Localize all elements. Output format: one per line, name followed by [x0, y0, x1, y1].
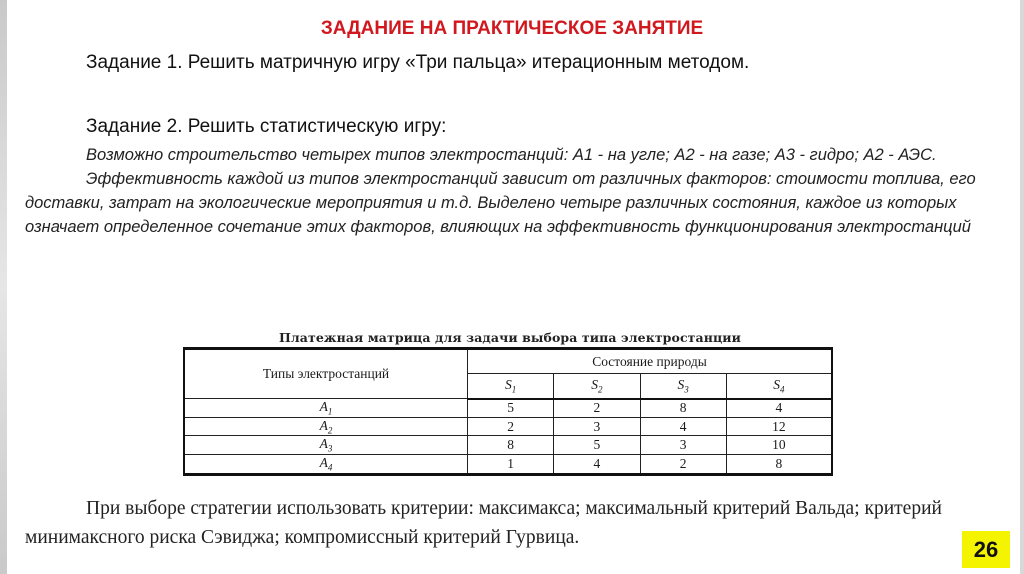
criteria-paragraph: При выборе стратегии использовать критерии: максимакса; максимальный критерий Вальда; критерий минимаксного риска Сэвиджа; компромиссный критерий Гурвица.: [25, 498, 942, 548]
strategy-label: A: [319, 455, 328, 471]
header-state-of-nature: Состояние природы: [468, 349, 833, 374]
right-decorative-bar: [1020, 0, 1024, 574]
left-decorative-bar: [0, 0, 7, 574]
page-number: 26: [973, 536, 999, 562]
value-cell: 4: [640, 417, 726, 436]
value-cell: 3: [554, 417, 640, 436]
strategy-cell: [184, 436, 468, 455]
value-cell: 1: [468, 455, 554, 475]
value-cell: 4: [726, 399, 832, 418]
state-index: 3: [684, 384, 689, 395]
value-cell: 8: [640, 399, 726, 418]
task-1-text: Задание 1. Решить матричную игру «Три пальца» итерационным методом.: [86, 52, 750, 73]
slide-title: ЗАДАНИЕ НА ПРАКТИЧЕСКОЕ ЗАНЯТИЕ: [320, 18, 704, 39]
value-cell: 2: [554, 399, 640, 418]
strategy-cell: [184, 417, 468, 436]
value-cell: 5: [468, 399, 554, 418]
state-index: 2: [598, 384, 603, 395]
state-label: S: [677, 377, 685, 393]
payoff-matrix-table: [183, 347, 833, 476]
strategy-index: 3: [327, 444, 333, 455]
header-plant-types: Типы электростанций: [184, 349, 468, 399]
page-number-badge: [962, 531, 1010, 568]
value-cell: 8: [726, 455, 832, 475]
value-cell: 5: [554, 436, 640, 455]
strategy-label: A: [319, 399, 328, 414]
value-cell: 4: [554, 455, 640, 475]
state-header-cell: [468, 374, 554, 399]
paragraph-efficiency-factors: Эффективность каждой из типов электростанций зависит от различных факторов: стоимости топлива, его доставки, затрат на экологические мероприятия и т.д. Выделено четыре различных состояния, каждое из которых означает определенное сочетание этих факторов, влияющих на эффективность функционирования электростанций: [25, 170, 976, 236]
state-header-cell: [726, 374, 832, 399]
value-cell: 12: [726, 417, 832, 436]
table-row: [184, 399, 832, 418]
table-row: [184, 417, 832, 436]
table-row: [184, 436, 832, 455]
state-index: 4: [780, 384, 785, 395]
strategy-label: A: [319, 417, 328, 433]
criteria-text: [25, 494, 1015, 552]
strategy-cell: [184, 399, 468, 418]
task-2-text: Задание 2. Решить статистическую игру:: [86, 116, 447, 137]
paragraph-power-plant-types: Возможно строительство четырех типов электростанций: А1 - на угле; А2 - на газе; А3 - гидро; А2 - АЭС.: [86, 146, 937, 164]
value-cell: 3: [640, 436, 726, 455]
value-cell: 2: [468, 417, 554, 436]
strategy-index: 4: [327, 462, 333, 473]
state-label: S: [505, 377, 512, 393]
state-label: S: [591, 377, 598, 393]
value-cell: 10: [726, 436, 832, 455]
strategy-label: A: [319, 436, 328, 452]
strategy-index: 2: [327, 425, 333, 436]
state-label: S: [773, 377, 780, 393]
value-cell: 2: [640, 455, 726, 475]
strategy-cell: [184, 455, 468, 475]
strategy-index: 1: [327, 406, 333, 417]
table-row: [184, 455, 832, 475]
state-header-cell: [554, 374, 640, 399]
state-index: 1: [511, 384, 517, 395]
task-description: [25, 143, 1010, 239]
state-header-cell: [640, 374, 726, 399]
table-caption: Платежная матрица для задачи выбора типа электростанции: [278, 330, 742, 345]
value-cell: 8: [468, 436, 554, 455]
